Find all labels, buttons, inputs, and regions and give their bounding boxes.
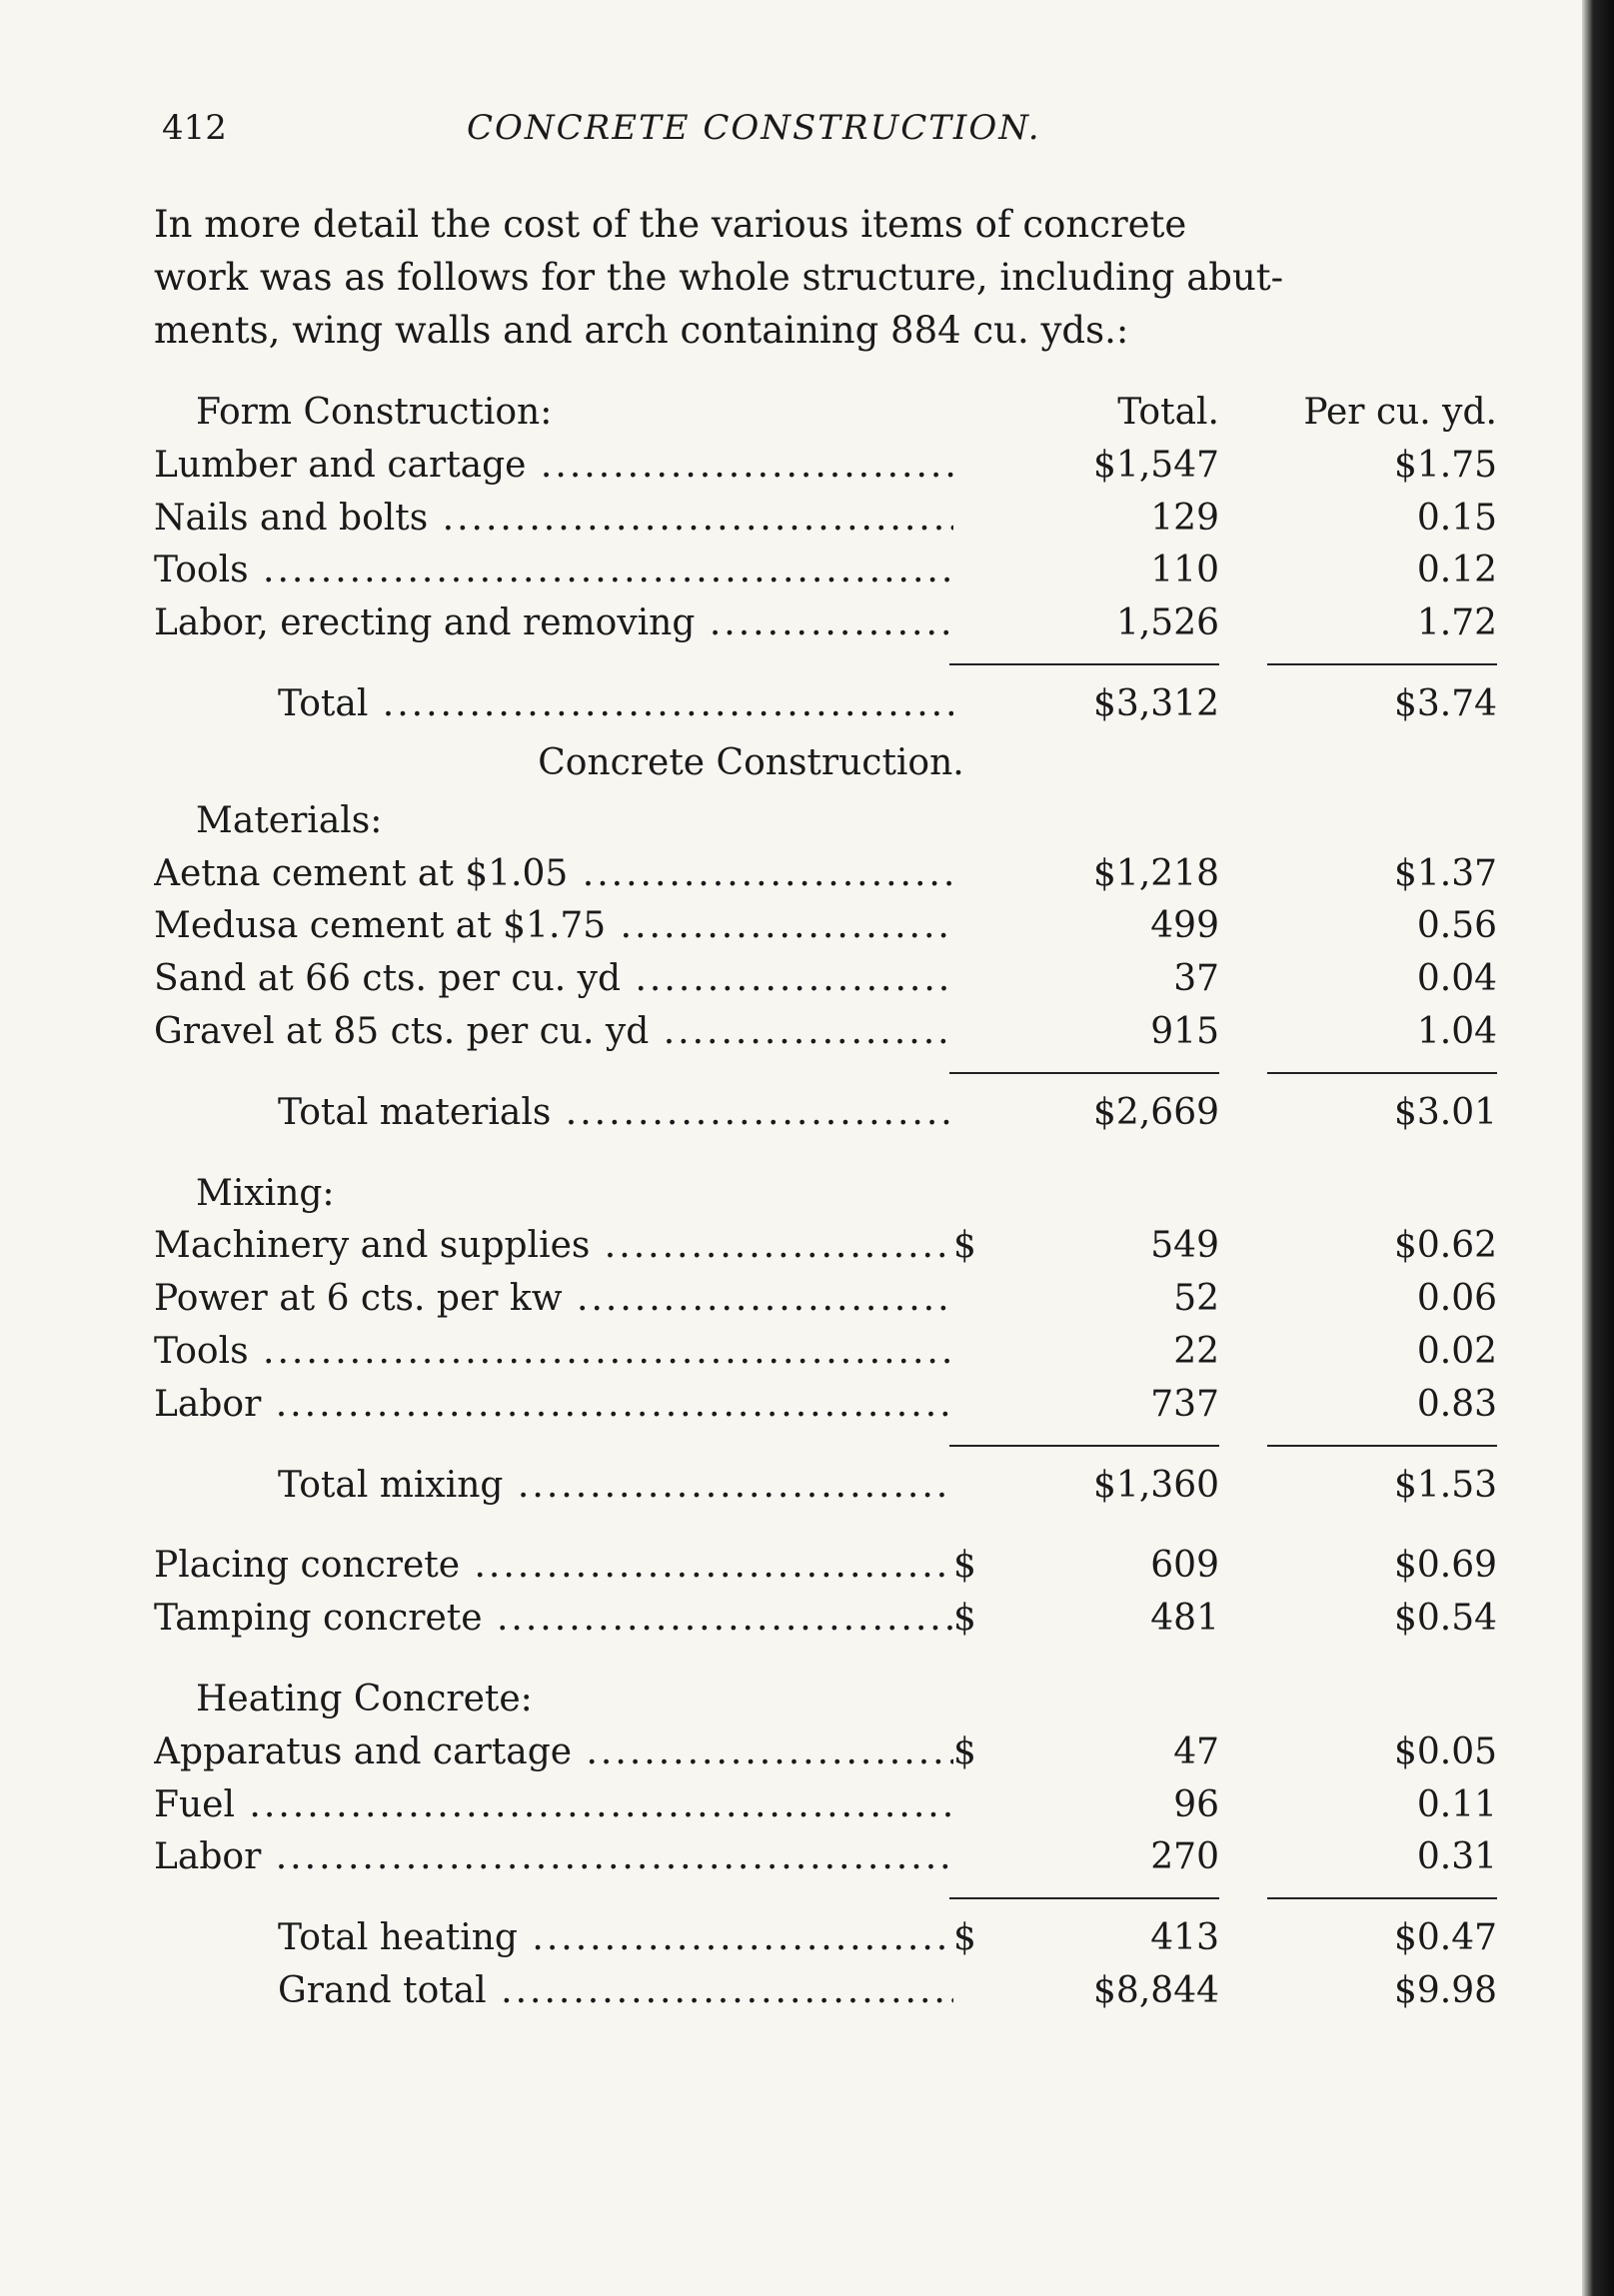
item-label: Machinery and supplies ..... — [154, 1225, 953, 1266]
item-per-yard: 0.15 — [1416, 497, 1497, 539]
item-label: Nails and bolts ..... — [154, 498, 953, 539]
item-label: Tamping concrete ..... — [154, 1598, 953, 1639]
sum-rule — [154, 651, 1348, 679]
item-total: 549 — [1150, 1225, 1219, 1267]
item-label: Tools ..... — [154, 550, 953, 590]
page-header — [162, 108, 1061, 158]
subsection-heading — [154, 796, 1348, 849]
sum-rule — [154, 1433, 1348, 1461]
form-construction-heading: Form Construction: — [196, 392, 553, 433]
item-per-yard: $0.54 — [1393, 1598, 1497, 1640]
subsection-heading — [154, 1169, 1348, 1222]
item-per-yard: $0.62 — [1393, 1225, 1497, 1267]
item-label: Aetna cement at $1.05 ..... — [154, 853, 953, 894]
total-row — [154, 1088, 1497, 1141]
intro-line: ments, wing walls and arch containing 884 cu. yds.: — [154, 309, 1129, 352]
item-currency: $ — [953, 1545, 976, 1587]
intro-line: work was as follows for the whole structure, including abut- — [154, 256, 1284, 299]
total-per-yard: $1.53 — [1393, 1464, 1497, 1506]
item-per-yard: 0.12 — [1416, 550, 1497, 591]
table-row — [154, 1380, 1497, 1433]
total-row — [154, 679, 1497, 732]
item-label: Power at 6 cts. per kw ..... — [154, 1278, 953, 1319]
running-head: CONCRETE CONSTRUCTION. — [467, 108, 1041, 148]
table-row — [154, 546, 1497, 598]
mixing-heading: Mixing: — [196, 1172, 335, 1214]
subsection-heading — [154, 1675, 1348, 1727]
item-total: $1,218 — [1093, 852, 1219, 894]
total-column-header: Total. — [1117, 392, 1219, 433]
item-total: 37 — [1173, 958, 1219, 1000]
total-per-yard: $0.47 — [1393, 1917, 1497, 1959]
item-per-yard: 0.06 — [1416, 1278, 1497, 1320]
item-per-yard: 0.83 — [1416, 1383, 1497, 1425]
total-label: Total heating ..... — [278, 1917, 953, 1958]
table-row — [154, 1832, 1497, 1885]
item-per-yard: $1.75 — [1393, 444, 1497, 486]
total-label: Total ..... — [278, 683, 953, 724]
item-total: 1,526 — [1115, 602, 1219, 644]
item-total: 609 — [1150, 1545, 1219, 1587]
total-per-yard: $3.01 — [1393, 1091, 1497, 1133]
item-total: 96 — [1173, 1783, 1219, 1825]
item-per-yard: 0.04 — [1416, 958, 1497, 1000]
item-total: 47 — [1173, 1730, 1219, 1772]
item-per-yard: 1.04 — [1416, 1010, 1497, 1052]
item-label: Sand at 66 cts. per cu. yd ..... — [154, 958, 953, 999]
item-label: Placing concrete ..... — [154, 1545, 953, 1586]
table-row — [154, 1327, 1497, 1380]
item-per-yard: 0.11 — [1416, 1783, 1497, 1825]
grand-total-amount: $8,844 — [1093, 1969, 1219, 2011]
total-amount: $2,669 — [1093, 1091, 1219, 1133]
sum-rule — [154, 1885, 1348, 1913]
intro-paragraph — [154, 198, 1348, 357]
item-total: 915 — [1150, 1010, 1219, 1052]
concrete-construction-heading: Concrete Construction. — [538, 741, 964, 783]
materials-heading: Materials: — [196, 799, 383, 841]
total-per-yard: $3.74 — [1393, 682, 1497, 724]
item-per-yard: 1.72 — [1416, 602, 1497, 644]
item-total: 129 — [1150, 497, 1219, 539]
page-number: 412 — [162, 108, 227, 148]
table-row — [154, 1274, 1497, 1327]
total-amount: 413 — [1150, 1917, 1219, 1959]
item-per-yard: 0.56 — [1416, 905, 1497, 947]
item-label: Labor ..... — [154, 1836, 953, 1877]
item-label: Apparatus and cartage ..... — [154, 1731, 953, 1772]
table-row — [154, 1594, 1497, 1647]
item-label: Labor, erecting and removing ..... — [154, 602, 953, 643]
table-row — [154, 1007, 1497, 1060]
section-heading — [154, 732, 1348, 796]
item-label: Fuel ..... — [154, 1784, 953, 1825]
table-row — [154, 1541, 1497, 1594]
total-row — [154, 1913, 1497, 1966]
heating-heading: Heating Concrete: — [196, 1678, 533, 1720]
table-row — [154, 598, 1497, 651]
total-amount: $1,360 — [1093, 1464, 1219, 1506]
total-currency: $ — [953, 1917, 976, 1959]
item-currency: $ — [953, 1225, 976, 1267]
grand-total-row — [154, 1966, 1497, 2019]
column-header-row — [154, 388, 1497, 441]
item-total: 481 — [1150, 1598, 1219, 1640]
total-amount: $3,312 — [1093, 682, 1219, 724]
cost-table — [154, 388, 1497, 2019]
table-row — [154, 1221, 1497, 1274]
item-total: 110 — [1150, 550, 1219, 591]
intro-line: In more detail the cost of the various items of concrete — [154, 203, 1187, 246]
item-currency: $ — [953, 1730, 976, 1772]
table-row — [154, 954, 1497, 1007]
item-total: $1,547 — [1093, 444, 1219, 486]
per-cu-yd-column-header: Per cu. yd. — [1303, 392, 1497, 433]
item-label: Labor ..... — [154, 1384, 953, 1425]
table-row — [154, 901, 1497, 954]
item-total: 52 — [1173, 1278, 1219, 1320]
item-per-yard: 0.02 — [1416, 1330, 1497, 1372]
total-label: Total materials ..... — [278, 1092, 953, 1133]
table-row — [154, 1780, 1497, 1833]
table-row — [154, 441, 1497, 494]
item-currency: $ — [953, 1598, 976, 1640]
item-label: Lumber and cartage ..... — [154, 445, 953, 486]
total-row — [154, 1461, 1497, 1514]
table-row — [154, 1727, 1497, 1780]
grand-total-label: Grand total ..... — [278, 1970, 953, 2011]
total-label: Total mixing ..... — [278, 1465, 953, 1506]
item-total: 22 — [1173, 1330, 1219, 1372]
item-per-yard: $0.05 — [1393, 1730, 1497, 1772]
item-label: Medusa cement at $1.75 ..... — [154, 905, 953, 946]
table-row — [154, 849, 1497, 902]
sum-rule — [154, 1060, 1348, 1088]
page-edge-shadow — [1582, 0, 1614, 2296]
item-per-yard: $0.69 — [1393, 1545, 1497, 1587]
item-per-yard: $1.37 — [1393, 852, 1497, 894]
table-row — [154, 494, 1497, 547]
grand-total-per-yard: $9.98 — [1393, 1969, 1497, 2011]
item-label: Tools ..... — [154, 1331, 953, 1372]
item-total: 499 — [1150, 905, 1219, 947]
item-per-yard: 0.31 — [1416, 1836, 1497, 1878]
item-total: 737 — [1150, 1383, 1219, 1425]
item-label: Gravel at 85 cts. per cu. yd ..... — [154, 1011, 953, 1052]
item-total: 270 — [1150, 1836, 1219, 1878]
